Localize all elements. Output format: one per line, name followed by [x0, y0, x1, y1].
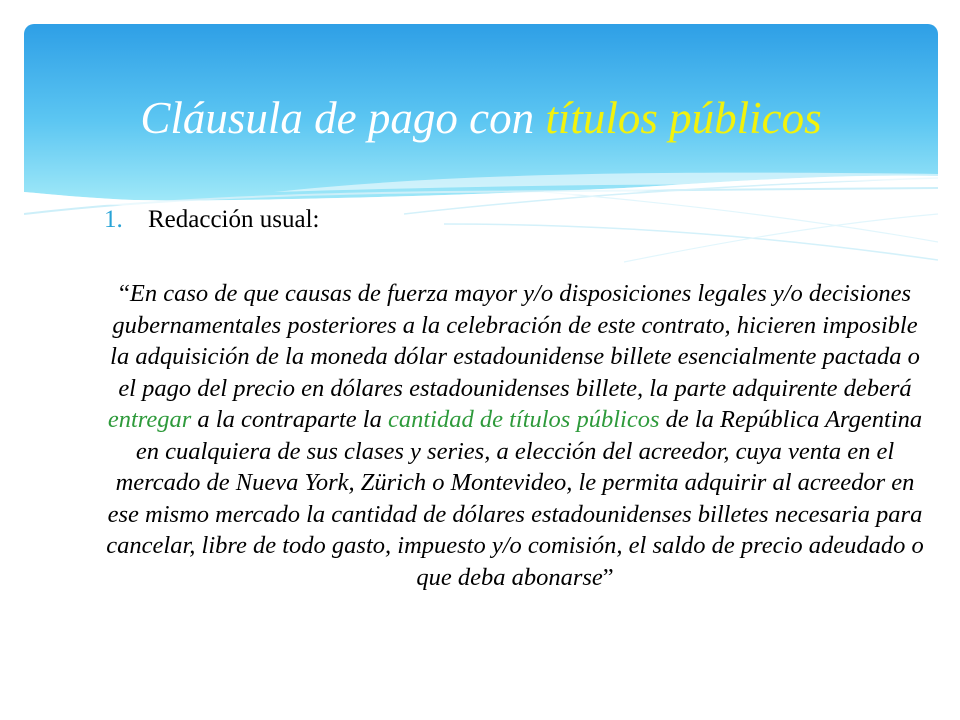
clause-quote — [100, 278, 930, 593]
slide-title — [24, 92, 938, 144]
list-number: 1. — [104, 206, 123, 233]
quote-text-part2: a la contraparte la — [191, 406, 388, 433]
quote-open-mark: “ — [118, 280, 130, 307]
list-label: Redacción usual: — [148, 206, 320, 233]
title-main: Cláusula de pago con — [140, 93, 546, 143]
quote-highlight-entregar: entregar — [107, 406, 192, 433]
quote-text-part3: de la República Argentina en cualquiera de sus clases y series, a elección del acreedor, cuya venta en el mercado de Nueva York, Zürich o Montevideo, le permita adquirir al acreedor en ese mismo mercado la cantidad de dólares estadounidenses billetes necesaria para cancelar, libre de todo gasto, impuesto y/o comisión, el saldo de precio adeudado o que deba abonarse — [106, 406, 924, 591]
quote-highlight-titulos: cantidad de títulos públicos — [387, 406, 660, 433]
quote-close-mark: ” — [602, 563, 614, 591]
list-item — [104, 206, 319, 234]
quote-text-part1: En caso de que causas de fuerza mayor y/o disposiciones legales y/o decisiones gubernamentales posteriores a la celebración de este contrato, hicieren imposible la adquisición de la moneda dólar estadounidense billete esencialmente pactada o el pago del precio en dólares estadounidenses billete, la parte adquirente deberá — [110, 280, 920, 402]
title-accent: títulos públicos — [545, 93, 822, 143]
